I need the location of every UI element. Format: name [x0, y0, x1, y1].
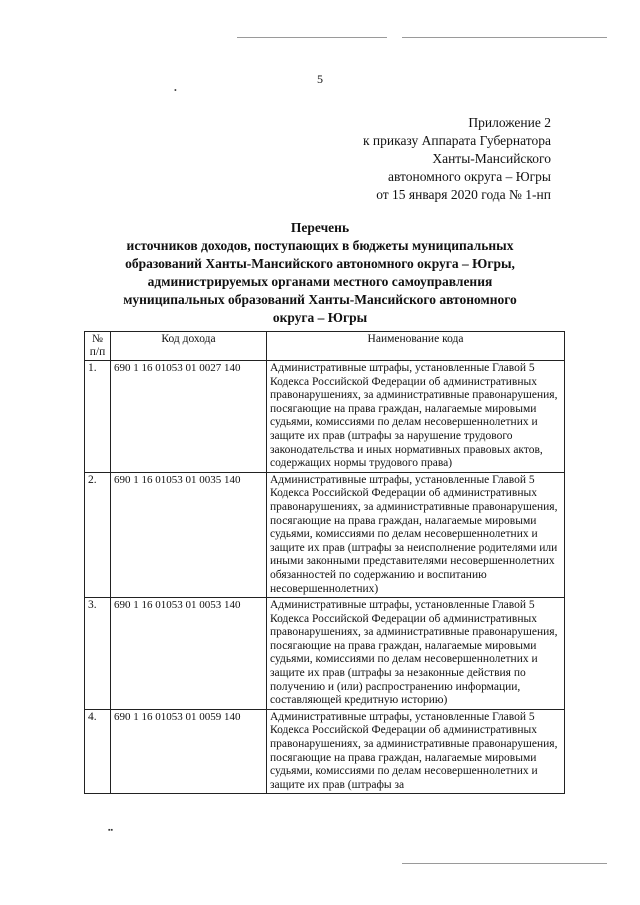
row-name: Административные штрафы, установленные Главой 5 Кодекса Российской Федерации об административных правонарушениях, за административные правонарушения, посягающие на права граждан, налагаемые мировыми судьями, комиссиями по делам несовершеннолетних и защите их прав (штрафы за незаконные действия по получению и (или) распространению информации, составляющей кредитную историю): [267, 598, 565, 710]
income-codes-table: [84, 331, 565, 794]
row-name: Административные штрафы, установленные Главой 5 Кодекса Российской Федерации об административных правонарушениях, за административные правонарушения, посягающие на права граждан, налагаемые мировыми судьями, комиссиями по делам несовершеннолетних и защите их прав (штрафы за нарушение трудового законодательства и иных нормативных правовых актов, содержащих нормы трудового права): [267, 361, 565, 473]
top-scan-line-left: [237, 37, 387, 38]
title-line: источников доходов, поступающих в бюджеты муниципальных: [126, 238, 514, 253]
bottom-scan-line: [402, 863, 607, 864]
table-row: [85, 598, 565, 710]
document-title: [90, 219, 550, 327]
row-number: 1.: [85, 361, 111, 473]
header-number: № п/п: [85, 332, 111, 361]
title-line: администрируемых органами местного самоуправления: [147, 274, 493, 289]
scan-mark: ▪▪: [108, 826, 113, 834]
header-name: Наименование кода: [267, 332, 565, 361]
attachment-line: от 15 января 2020 года № 1-нп: [376, 187, 551, 202]
row-code: 690 1 16 01053 01 0027 140: [111, 361, 267, 473]
table-header-row: [85, 332, 565, 361]
row-number: 3.: [85, 598, 111, 710]
row-name: Административные штрафы, установленные Главой 5 Кодекса Российской Федерации об административных правонарушениях, за административные правонарушения, посягающие на права граждан, налагаемые мировыми судьями, комиссиями по делам несовершеннолетних и защите их прав (штрафы за неисполнение родителями или иными законными представителями несовершеннолетних обязанностей по содержанию и воспитанию несовершеннолетних): [267, 472, 565, 597]
row-number: 4.: [85, 709, 111, 794]
table-row: [85, 361, 565, 473]
row-code: 690 1 16 01053 01 0035 140: [111, 472, 267, 597]
top-scan-line-right: [402, 37, 607, 38]
attachment-line: автономного округа – Югры: [388, 169, 551, 184]
attachment-line: Приложение 2: [468, 115, 551, 130]
row-code: 690 1 16 01053 01 0053 140: [111, 598, 267, 710]
attachment-block: [291, 114, 551, 204]
table-row: [85, 472, 565, 597]
title-line: Перечень: [290, 220, 350, 235]
title-line: муниципальных образований Ханты-Мансийского автономного: [123, 292, 517, 307]
title-line: образований Ханты-Мансийского автономного округа – Югры,: [125, 256, 515, 271]
scan-speck-dot: •: [174, 86, 177, 95]
attachment-line: Ханты-Мансийского: [432, 151, 551, 166]
table-row: [85, 709, 565, 794]
row-number: 2.: [85, 472, 111, 597]
title-line: округа – Югры: [272, 310, 368, 325]
row-code: 690 1 16 01053 01 0059 140: [111, 709, 267, 794]
header-code: Код дохода: [111, 332, 267, 361]
row-name: Административные штрафы, установленные Главой 5 Кодекса Российской Федерации об административных правонарушениях, за административные правонарушения, посягающие на права граждан, налагаемые мировыми судьями, комиссиями по делам несовершеннолетних и защите их прав (штрафы за: [267, 709, 565, 794]
attachment-line: к приказу Аппарата Губернатора: [362, 133, 551, 148]
page-number: 5: [317, 72, 323, 86]
